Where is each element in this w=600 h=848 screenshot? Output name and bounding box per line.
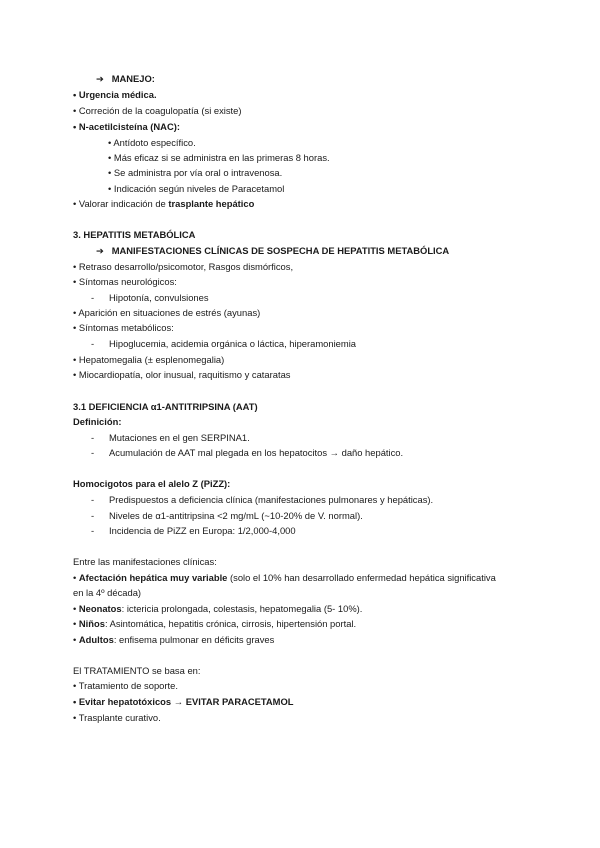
dash-icon: - xyxy=(91,292,95,303)
list-item: • Miocardiopatía, olor inusual, raquitismo y cataratas xyxy=(73,369,291,380)
list-item: • Afectación hepática muy variable (solo el 10% han desarrollado enfermedad hepática significativa xyxy=(73,572,496,583)
bullet-icon: • xyxy=(73,354,77,365)
bullet-icon: • xyxy=(73,89,77,100)
definition-label: Definición: xyxy=(73,416,122,427)
bullet-icon: • xyxy=(108,167,112,178)
bullet-icon: • xyxy=(108,152,112,163)
manejo-heading: ➔ MANEJO: xyxy=(96,73,155,84)
dash-icon: - xyxy=(91,494,95,505)
manifestaciones-intro: Entre las manifestaciones clínicas: xyxy=(73,556,217,567)
dash-icon: - xyxy=(91,338,95,349)
list-item: • Adultos: enfisema pulmonar en déficits graves xyxy=(73,634,275,645)
section-title: 3.1 DEFICIENCIA α1-ANTITRIPSINA (AAT) xyxy=(73,401,258,412)
list-item: • Más eficaz si se administra en las primeras 8 horas. xyxy=(108,152,330,163)
bullet-icon: • xyxy=(73,261,77,272)
list-item: • Urgencia médica. xyxy=(73,89,157,100)
bullet-icon: • xyxy=(73,712,77,723)
list-item: • Niños: Asintomática, hepatitis crónica, cirrosis, hipertensión portal. xyxy=(73,618,357,629)
list-item: • Evitar hepatotóxicos → EVITAR PARACETAMOL xyxy=(73,696,294,707)
list-item: • Retraso desarrollo/psicomotor, Rasgos dismórficos, xyxy=(73,261,294,272)
bullet-icon: • xyxy=(73,369,77,380)
list-item: • Antídoto específico. xyxy=(108,137,196,148)
bullet-icon: • xyxy=(73,680,77,691)
list-item: • Correción de la coagulopatía (si existe) xyxy=(73,105,242,116)
list-item: - Acumulación de AAT mal plegada en los hepatocitos → daño hepático. xyxy=(91,447,404,458)
arrow-icon: ➔ xyxy=(96,73,104,84)
list-item: • Hepatomegalia (± esplenomegalia) xyxy=(73,354,225,365)
section-subtitle: ➔ MANIFESTACIONES CLÍNICAS DE SOSPECHA DE HEPATITIS METABÓLICA xyxy=(96,245,450,256)
list-item: • N-acetilcisteína (NAC): xyxy=(73,121,180,132)
list-item: - Niveles de α1-antitripsina <2 mg/mL (~10-20% de V. normal). xyxy=(91,510,363,521)
list-item: • Valorar indicación de trasplante hepático xyxy=(73,198,255,209)
bullet-icon: • xyxy=(73,322,77,333)
bullet-icon: • xyxy=(73,307,77,318)
homocigotos-label: Homocigotos para el alelo Z (PiZZ): xyxy=(73,478,231,489)
list-item-continuation: en la 4º década) xyxy=(73,587,142,598)
bullet-icon: • xyxy=(73,276,77,287)
bullet-icon: • xyxy=(73,696,77,707)
list-item: • Trasplante curativo. xyxy=(73,712,161,723)
list-item: • Indicación según niveles de Paracetamol xyxy=(108,183,285,194)
list-item: • Tratamiento de soporte. xyxy=(73,680,178,691)
dash-icon: - xyxy=(91,447,95,458)
dash-icon: - xyxy=(91,432,95,443)
tratamiento-intro: El TRATAMIENTO se basa en: xyxy=(73,665,201,676)
list-item: - Hipotonía, convulsiones xyxy=(91,292,209,303)
bullet-icon: • xyxy=(73,198,77,209)
bullet-icon: • xyxy=(73,105,77,116)
list-item: • Se administra por vía oral o intravenosa. xyxy=(108,167,283,178)
list-item: • Síntomas neurológicos: xyxy=(73,276,177,287)
list-item: • Neonatos: ictericia prolongada, colestasis, hepatomegalia (5- 10%). xyxy=(73,603,363,614)
list-item: • Síntomas metabólicos: xyxy=(73,322,174,333)
list-item: - Hipoglucemia, acidemia orgánica o láctica, hiperamoniemia xyxy=(91,338,357,349)
section-title: 3. HEPATITIS METABÓLICA xyxy=(73,229,196,240)
list-item: • Aparición en situaciones de estrés (ayunas) xyxy=(73,307,261,318)
list-item: - Mutaciones en el gen SERPINA1. xyxy=(91,432,250,443)
dash-icon: - xyxy=(91,525,95,536)
bullet-icon: • xyxy=(73,572,77,583)
bullet-icon: • xyxy=(73,603,77,614)
dash-icon: - xyxy=(91,510,95,521)
bullet-icon: • xyxy=(73,634,77,645)
arrow-icon: ➔ xyxy=(96,245,104,256)
list-item: - Predispuestos a deficiencia clínica (manifestaciones pulmonares y hepáticas). xyxy=(91,494,434,505)
bullet-icon: • xyxy=(108,137,112,148)
bullet-icon: • xyxy=(73,121,77,132)
bullet-icon: • xyxy=(73,618,77,629)
bullet-icon: • xyxy=(108,183,112,194)
list-item: - Incidencia de PiZZ en Europa: 1/2,000-4,000 xyxy=(91,525,296,536)
